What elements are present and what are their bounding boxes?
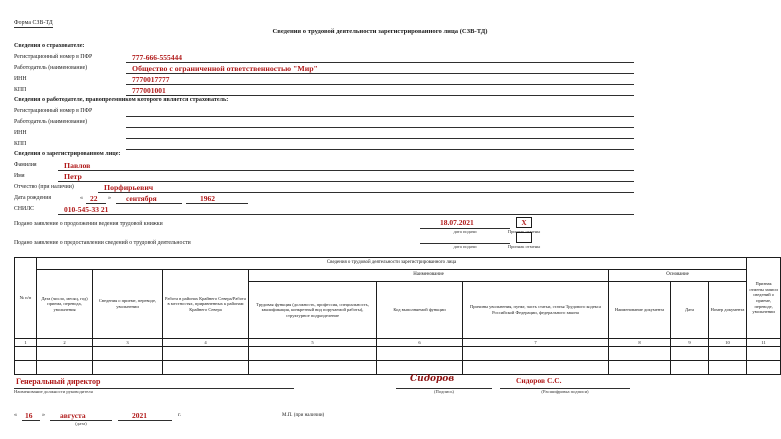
table-col-event: Сведения о приеме, переводе, увольнении <box>93 270 163 339</box>
insurer-field-inn-label: ИНН <box>14 76 27 82</box>
footer-date-caption: (дата) <box>75 421 87 426</box>
table-column-number-1: 1 <box>15 339 37 347</box>
table-cell[interactable] <box>747 361 781 375</box>
statement-2-cancel-checkbox[interactable] <box>516 232 532 243</box>
insurer-field-kpp-rule <box>126 84 634 96</box>
person-field-snils-value: 010-545-33 21 <box>64 204 109 214</box>
table-col-docdate: Дата <box>671 282 709 339</box>
table-cell[interactable] <box>463 361 609 375</box>
successor-section-heading: Сведения о работодателе, правопреемником которого является страхователь: <box>14 97 229 103</box>
successor-field-inn-label: ИНН <box>14 130 27 136</box>
footer-date-quote-close: » <box>42 412 45 418</box>
table-row[interactable] <box>15 347 781 361</box>
table-cell[interactable] <box>37 361 93 375</box>
page-title: Сведения о трудовой деятельности зарегистрированного лица (СЗВ-ТД) <box>272 28 488 35</box>
person-field-middle-name-value: Порфирьевич <box>104 182 154 192</box>
person-field-snils-rule <box>58 203 634 215</box>
footer-date-year-value: 2021 <box>132 411 147 420</box>
table-cell[interactable] <box>609 361 671 375</box>
table-col-north: Работа в районах Крайнего Севера/Работа в местностях, приравненных к районам Крайнего Севера <box>163 270 249 339</box>
table-column-number-row <box>15 339 781 347</box>
table-cell[interactable] <box>93 361 163 375</box>
person-field-first-name-label: Имя <box>14 173 25 179</box>
statement-1-date-value: 18.07.2021 <box>440 218 474 227</box>
signature-name-caption: (Расшифровка подписи) <box>541 389 589 394</box>
table-column-number-3: 3 <box>93 339 163 347</box>
person-field-snils-label: СНИЛС <box>14 206 35 212</box>
table-cell[interactable] <box>15 347 37 361</box>
statement-2-cancel-caption: Признак отмены <box>507 244 541 249</box>
person-field-last-name-label: Фамилия <box>14 162 37 168</box>
footer-date-month-value: августа <box>60 411 86 420</box>
statement-1-cancel-checkbox[interactable]: X <box>516 217 532 228</box>
stamp-note: М.П. (при наличии) <box>282 413 325 418</box>
person-field-birth-date-label: Дата рождения <box>14 195 52 201</box>
table-cell[interactable] <box>377 347 463 361</box>
insurer-field-kpp-value: 777001001 <box>132 85 166 95</box>
statement-1-cancel-caption: Признак отмены <box>507 229 541 234</box>
signer-title-value: Генеральный директор <box>16 377 101 386</box>
table-body <box>15 347 781 375</box>
table-col-cancel: Признак отмены записи сведений о приеме, переводе, увольнении <box>747 258 781 339</box>
table-col-docname: Наименование документа <box>609 282 671 339</box>
table-col-code: Код выполняемой функции <box>377 282 463 339</box>
person-field-birth-year-value: 1962 <box>200 193 215 203</box>
table-col-date: Дата (число, месяц, год) приема, перевода, увольнения <box>37 270 93 339</box>
footer-date-year-suffix: г. <box>178 412 182 418</box>
person-field-birth-day-value: 22 <box>90 193 98 203</box>
table-column-number-9: 9 <box>671 339 709 347</box>
person-field-snils[interactable] <box>14 204 634 215</box>
table-column-number-6: 6 <box>377 339 463 347</box>
table-cell[interactable] <box>709 361 747 375</box>
footer-date-year-rule <box>118 420 172 421</box>
insurer-field-kpp[interactable] <box>14 85 634 96</box>
signature-script: Сидоров <box>410 374 455 384</box>
insurer-field-reg-number-label: Регистрационный номер в ПФР <box>14 54 93 60</box>
table-cell[interactable] <box>249 361 377 375</box>
insurer-section-heading: Сведения о страхователе: <box>14 43 85 49</box>
successor-field-kpp-label: КПП <box>14 141 27 147</box>
table-cell[interactable] <box>93 347 163 361</box>
table-col-reason: Причины увольнения, пункт, часть статьи, статья Трудового кодекса Российской Федерации, федерального закона <box>463 282 609 339</box>
footer-date-day-value: 16 <box>25 411 33 420</box>
footer-date-quote-open: « <box>14 412 17 418</box>
table-column-number-4: 4 <box>163 339 249 347</box>
birth-day-quote-close: » <box>108 195 111 201</box>
insurer-field-employer-name-label: Работодатель (наименование) <box>14 65 88 71</box>
table-column-number-10: 10 <box>709 339 747 347</box>
table-cell[interactable] <box>377 361 463 375</box>
person-field-middle-name-label: Отчество (при наличии) <box>14 184 74 190</box>
statement-continue-workbook-text: Подано заявление о продолжении ведения трудовой книжки <box>14 221 163 227</box>
table-col-function: Трудовая функция (должность, профессия, специальность, квалификация, конкретный вид поручаемой работы), структурное подразделение <box>249 282 377 339</box>
successor-field-kpp-rule <box>126 138 634 150</box>
table-group-header-row-2 <box>15 270 781 282</box>
statement-2-date-caption: дата подачи <box>453 244 477 249</box>
statement-1-date-caption: дата подачи <box>453 229 477 234</box>
table-group-activity: Сведения о трудовой деятельности зарегистрированного лица <box>37 258 747 270</box>
successor-field-employer-name-label: Работодатель (наименование) <box>14 119 88 125</box>
statement-provide-info-text: Подано заявление о предоставлении сведений о трудовой деятельности <box>14 240 191 246</box>
table-column-number-7: 7 <box>463 339 609 347</box>
signer-title-caption: Наименование должности руководителя <box>14 389 93 394</box>
table-column-number-5: 5 <box>249 339 377 347</box>
signature-name-value: Сидоров С.С. <box>516 376 562 385</box>
insurer-field-reg-number-value: 777-666-555444 <box>132 52 182 62</box>
table-cell[interactable] <box>15 361 37 375</box>
table-column-number-2: 2 <box>37 339 93 347</box>
table-cell[interactable] <box>163 347 249 361</box>
table-row[interactable] <box>15 361 781 375</box>
person-field-first-name-value: Петр <box>64 171 82 181</box>
table-column-number-11: 11 <box>747 339 781 347</box>
table-cell[interactable] <box>671 347 709 361</box>
person-field-birth-month-value: сентября <box>126 193 157 203</box>
table-col-rownum: № п/п <box>15 258 37 339</box>
table-column-number-8: 8 <box>609 339 671 347</box>
table-cell[interactable] <box>671 361 709 375</box>
table-cell[interactable] <box>37 347 93 361</box>
insurer-field-employer-name-value: Общество с ограниченной ответственностью "Мир" <box>132 63 318 73</box>
person-field-middle-name[interactable] <box>14 182 634 193</box>
table-cell[interactable] <box>163 361 249 375</box>
table-cell[interactable] <box>609 347 671 361</box>
successor-field-reg-number-label: Регистрационный номер в ПФР <box>14 108 93 114</box>
person-section-heading: Сведения о зарегистрированном лице: <box>14 151 121 157</box>
table-group-name: Наименование <box>249 270 609 282</box>
insurer-field-kpp-label: КПП <box>14 87 27 93</box>
footer-date-day-rule <box>22 420 40 421</box>
successor-field-kpp[interactable] <box>14 139 634 150</box>
insurer-field-inn-value: 7770017777 <box>132 74 170 84</box>
employment-records-table <box>14 257 781 375</box>
table-cell[interactable] <box>709 347 747 361</box>
table-col-docnum: Номер документа <box>709 282 747 339</box>
table-cell[interactable] <box>463 347 609 361</box>
person-field-last-name-value: Павлов <box>64 160 91 170</box>
table-cell[interactable] <box>747 347 781 361</box>
signature-caption: (Подпись) <box>434 389 454 394</box>
birth-day-quote-open: « <box>80 195 83 201</box>
form-code-label: Форма СЗВ-ТД <box>14 20 53 26</box>
table-group-header-row-1 <box>15 258 781 270</box>
table-cell[interactable] <box>249 347 377 361</box>
table-group-basis: Основание <box>609 270 747 282</box>
